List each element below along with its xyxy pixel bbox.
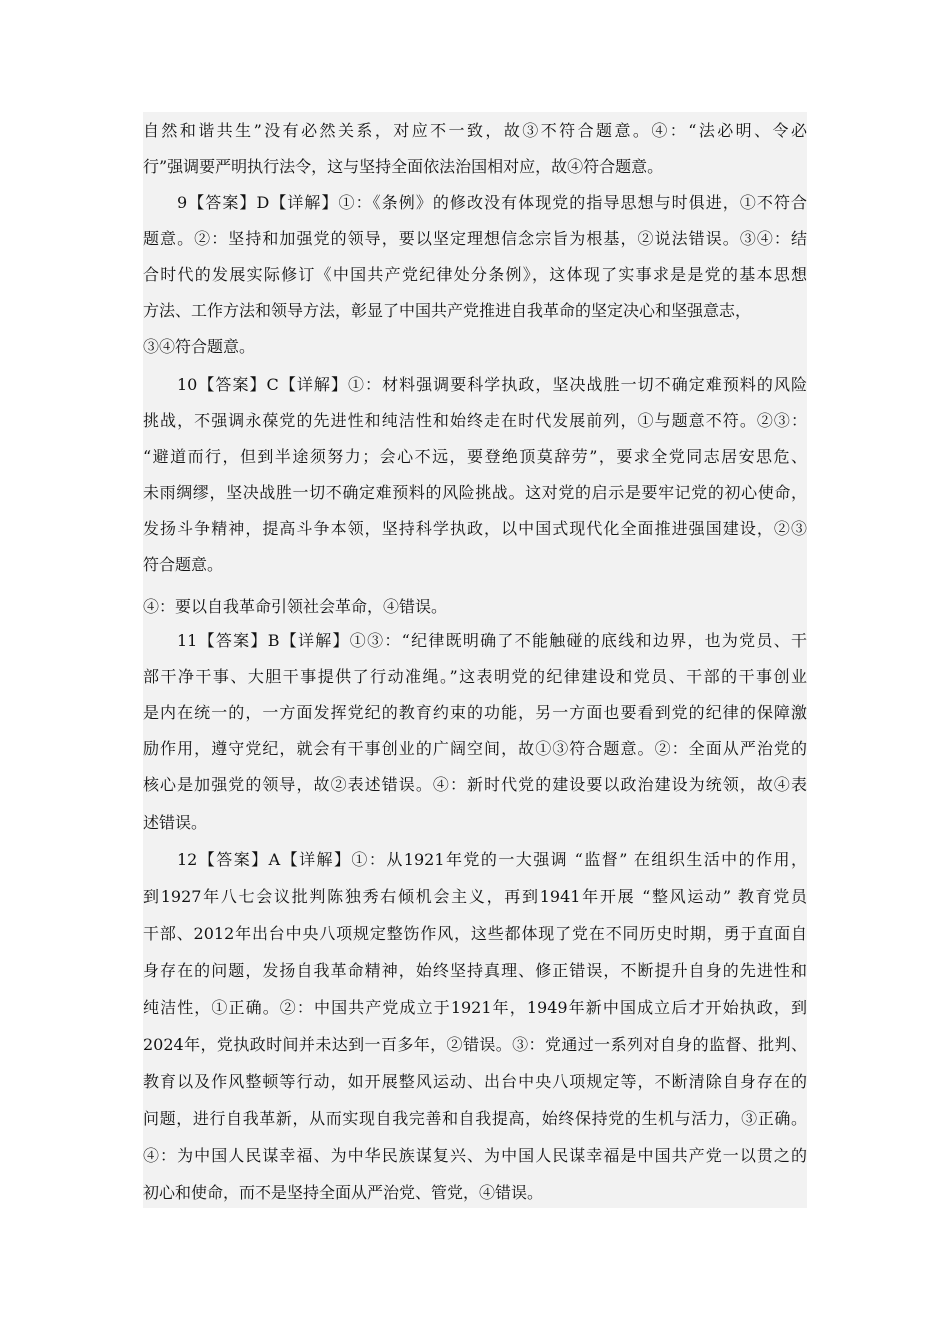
text-line: 行”强调要严明执行法令，这与坚持全面依法治国相对应，故④符合题意。 — [143, 157, 664, 176]
text-line: 身存在的问题，发扬自我革命精神，始终坚持真理、修正错误，不断提升自身的先进性和 — [143, 961, 807, 980]
text-line: 问题，进行自我革新，从而实现自我完善和自我提高，始终保持党的生机与活力，③正确。 — [143, 1109, 807, 1128]
answer-9-line: 9【答案】D【详解】①：《条例》的修改没有体现党的指导思想与时俱进，①不符合 — [177, 193, 807, 212]
text-line: 核心是加强党的领导，故②表述错误。④：新时代党的建设要以政治建设为统领，故④表 — [143, 775, 807, 794]
text-line: 述错误。 — [143, 813, 208, 832]
answer-12-line: 12【答案】A【详解】①：从1921年党的一大强调 “监督” 在组织生活中的作用， — [177, 850, 807, 869]
text-line: 是内在统一的，一方面发挥党纪的教育约束的功能，另一方面也要看到党的纪律的保障激 — [143, 703, 807, 722]
text-line: 部干净干事、大胆干事提供了行动准绳。”这表明党的纪律建设和党员、干部的干事创业 — [143, 667, 807, 686]
text-line: 教育以及作风整顿等行动，如开展整风运动、出台中央八项规定等，不断清除自身存在的 — [143, 1072, 807, 1091]
text-line: 合时代的发展实际修订《中国共产党纪律处分条例》，这体现了实事求是是党的基本思想 — [143, 265, 807, 284]
text-line: 2024年，党执政时间并未达到一百多年，②错误。③：党通过一系列对自身的监督、批判、 — [143, 1035, 807, 1054]
text-line: ④：为中国人民谋幸福、为中华民族谋复兴、为中国人民谋幸福是中国共产党一以贯之的 — [143, 1146, 807, 1165]
text-line: 励作用，遵守党纪，就会有干事创业的广阔空间，故①③符合题意。②：全面从严治党的 — [143, 739, 807, 758]
text-line: 挑战，不强调永葆党的先进性和纯洁性和始终走在时代发展前列，①与题意不符。②③： — [143, 411, 807, 430]
text-line: 题意。②：坚持和加强党的领导，要以坚定理想信念宗旨为根基，②说法错误。③④：结 — [143, 229, 807, 248]
text-line: 符合题意。 — [143, 555, 224, 574]
text-line: 纯洁性，①正确。②：中国共产党成立于1921年，1949年新中国成立后才开始执政，到 — [143, 998, 807, 1017]
answer-10-line: 10【答案】C【详解】①：材料强调要科学执政，坚决战胜一切不确定难预料的风险 — [177, 375, 807, 394]
text-line: 发扬斗争精神，提高斗争本领，坚持科学执政，以中国式现代化全面推进强国建设，②③ — [143, 519, 807, 538]
text-line: “避道而行，但到半途须努力；会心不远，要登绝顶莫辞劳”，要求全党同志居安思危、 — [143, 447, 807, 466]
text-line: 初心和使命，而不是坚持全面从严治党、管党，④错误。 — [143, 1183, 544, 1202]
answer-11-line: 11【答案】B【详解】①③：“纪律既明确了不能触碰的底线和边界，也为党员、干 — [177, 631, 807, 650]
answer-explanation-block — [143, 112, 807, 1208]
text-line: 干部、2012年出台中央八项规定整饬作风，这些都体现了党在不同历史时期，勇于直面自 — [143, 924, 807, 943]
text-line: 自然和谐共生”没有必然关系，对应不一致，故③不符合题意。④：“法必明、令必 — [143, 121, 807, 140]
text-line: ④：要以自我革命引领社会革命，④错误。 — [143, 597, 448, 616]
text-line: 方法、工作方法和领导方法，彰显了中国共产党推进自我革命的坚定决心和坚强意志， — [143, 301, 752, 320]
text-line: 未雨绸缪，坚决战胜一切不确定难预料的风险挑战。这对党的启示是要牢记党的初心使命， — [143, 483, 807, 502]
text-line: 到1927年八七会议批判陈独秀右倾机会主义，再到1941年开展 “整风运动” 教育党员 — [143, 887, 807, 906]
text-line: ③④符合题意。 — [143, 337, 256, 356]
